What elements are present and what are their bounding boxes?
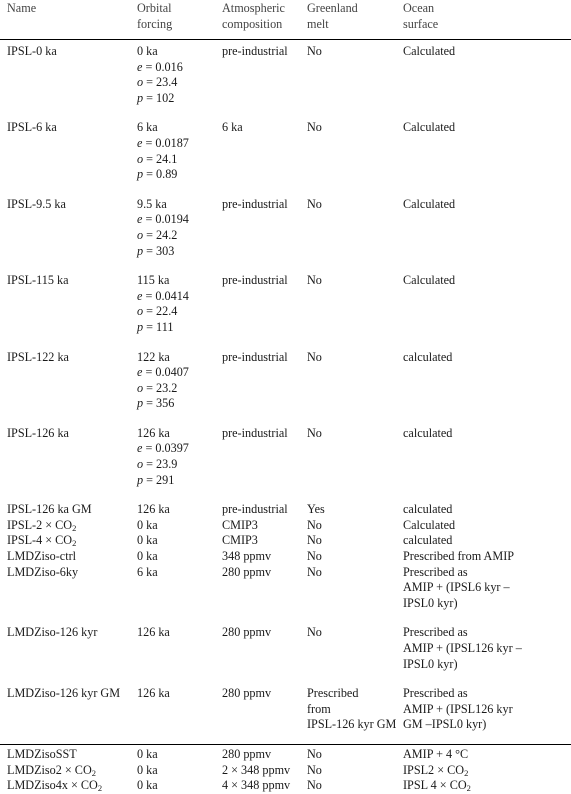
cell-ocean-surface-line: Prescribed as	[403, 686, 468, 701]
run-name: IPSL-9.5 ka	[7, 196, 66, 211]
cell-greenland-melt-line: No	[307, 44, 322, 58]
cell-atmospheric-composition-line: pre-industrial	[222, 196, 288, 211]
cell-ocean-surface-line: Prescribed as	[403, 625, 468, 640]
table-row	[0, 533, 571, 549]
cell-name	[0, 488, 137, 518]
cell-ocean-surface	[403, 259, 571, 335]
cell-name	[0, 106, 137, 182]
header-orbital-forcing: Orbital forcing	[137, 1, 173, 31]
cell-greenland-melt	[307, 733, 403, 763]
cell-greenland-melt-line: No	[307, 549, 322, 564]
cell-orbital-forcing-line: 6 ka	[137, 564, 158, 579]
table-row	[0, 778, 571, 794]
cell-orbital-forcing	[137, 533, 222, 549]
cell-orbital-forcing-line: p = 102	[137, 90, 175, 105]
cell-ocean-surface-line: Calculated	[403, 273, 456, 288]
run-name: IPSL-4 × CO	[7, 533, 73, 548]
cell-ocean-surface-line: IPSL0 kyr)	[403, 595, 458, 610]
cell-ocean-surface	[403, 40, 571, 107]
cell-atmospheric-composition	[222, 565, 307, 612]
cell-orbital-forcing-line: 126 ka	[137, 425, 170, 440]
cell-orbital-forcing-line: 0 ka	[137, 746, 158, 761]
cell-greenland-melt-line: No	[307, 778, 322, 793]
cell-name	[0, 533, 137, 549]
cell-name	[0, 565, 137, 612]
cell-atmospheric-composition	[222, 763, 307, 779]
cell-orbital-forcing-line: p = 303	[137, 243, 175, 258]
header-greenland-melt: Greenland melt	[307, 1, 358, 31]
cell-atmospheric-composition	[222, 488, 307, 518]
cell-name	[0, 549, 137, 565]
cell-atmospheric-composition-line: pre-industrial	[222, 502, 288, 517]
cell-orbital-forcing-line: o = 22.4	[137, 304, 178, 319]
cell-name	[0, 412, 137, 488]
cell-orbital-forcing	[137, 40, 222, 107]
table-row	[0, 488, 571, 518]
cell-greenland-melt-line: No	[307, 273, 322, 288]
cell-orbital-forcing-line: 0 ka	[137, 533, 158, 548]
cell-atmospheric-composition	[222, 611, 307, 672]
cell-orbital-forcing-line: o = 23.4	[137, 75, 178, 90]
cell-greenland-melt	[307, 565, 403, 612]
cell-ocean-surface-line: IPSL 4 × CO	[403, 778, 467, 793]
cell-orbital-forcing	[137, 778, 222, 794]
cell-name	[0, 336, 137, 412]
run-name: LMDZiso4x × CO	[7, 778, 98, 793]
cell-orbital-forcing	[137, 106, 222, 182]
cell-greenland-melt-line: Prescribed	[307, 686, 359, 701]
cell-greenland-melt-line: No	[307, 564, 322, 579]
cell-ocean-surface-line: Calculated	[403, 44, 456, 58]
cell-atmospheric-composition-line: pre-industrial	[222, 273, 288, 288]
cell-atmospheric-composition-line: 280 ppmv	[222, 686, 272, 701]
cell-orbital-forcing	[137, 549, 222, 565]
header-name: Name	[7, 1, 37, 15]
cell-greenland-melt-line: Yes	[307, 502, 325, 517]
cell-orbital-forcing-line: e = 0.0414	[137, 288, 189, 303]
cell-greenland-melt	[307, 488, 403, 518]
cell-greenland-melt	[307, 778, 403, 794]
cell-orbital-forcing-line: o = 23.9	[137, 457, 178, 472]
cell-atmospheric-composition-line: pre-industrial	[222, 44, 288, 58]
cell-greenland-melt-line: No	[307, 746, 322, 761]
cell-orbital-forcing-line: p = 111	[137, 319, 174, 334]
cell-ocean-surface	[403, 733, 571, 763]
cell-ocean-surface	[403, 672, 571, 733]
cell-ocean-surface-line: AMIP + (IPSL126 kyr –	[403, 641, 522, 655]
cell-atmospheric-composition	[222, 412, 307, 488]
cell-atmospheric-composition-line: 348 ppmv	[222, 549, 272, 564]
header-ocean-surface: Ocean surface	[403, 1, 439, 31]
cell-greenland-melt-line: No	[307, 762, 322, 777]
cell-greenland-melt	[307, 533, 403, 549]
table-row	[0, 672, 571, 733]
cell-ocean-surface-line: Calculated	[403, 517, 456, 532]
cell-ocean-surface-line: IPSL0 kyr)	[403, 656, 458, 671]
cell-atmospheric-composition-line: CMIP3	[222, 517, 258, 532]
cell-greenland-melt-line: No	[307, 625, 322, 640]
table-row	[0, 565, 571, 612]
cell-orbital-forcing-line: 0 ka	[137, 517, 158, 532]
cell-orbital-forcing-line: 115 ka	[137, 273, 170, 288]
cell-orbital-forcing-line: 9.5 ka	[137, 196, 167, 211]
run-name: IPSL-6 ka	[7, 120, 57, 135]
cell-ocean-surface	[403, 778, 571, 794]
cell-greenland-melt-line: No	[307, 196, 322, 211]
cell-greenland-melt-line: No	[307, 517, 322, 532]
subscript: 2	[466, 783, 471, 794]
cell-ocean-surface	[403, 518, 571, 534]
table-row	[0, 412, 571, 488]
cell-atmospheric-composition-line: CMIP3	[222, 533, 258, 548]
cell-orbital-forcing	[137, 259, 222, 335]
cell-orbital-forcing-line: o = 24.2	[137, 227, 178, 242]
cell-greenland-melt	[307, 336, 403, 412]
cell-atmospheric-composition-line: 280 ppmv	[222, 564, 272, 579]
cell-ocean-surface	[403, 611, 571, 672]
cell-orbital-forcing	[137, 183, 222, 259]
subscript: 2	[464, 767, 469, 778]
run-name: IPSL-122 ka	[7, 349, 69, 364]
cell-atmospheric-composition-line: 280 ppmv	[222, 625, 272, 640]
cell-ocean-surface-line: calculated	[403, 502, 453, 517]
cell-greenland-melt	[307, 611, 403, 672]
cell-orbital-forcing-line: 0 ka	[137, 762, 158, 777]
cell-ocean-surface-line: calculated	[403, 533, 453, 548]
subscript: 2	[91, 767, 96, 778]
table-row	[0, 106, 571, 182]
cell-orbital-forcing-line: 126 ka	[137, 502, 170, 517]
cell-name	[0, 518, 137, 534]
cell-ocean-surface-line: Prescribed from AMIP	[403, 549, 515, 564]
cell-greenland-melt-line: No	[307, 425, 322, 440]
cell-orbital-forcing	[137, 412, 222, 488]
cell-orbital-forcing-line: e = 0.0397	[137, 441, 189, 456]
cell-greenland-melt	[307, 259, 403, 335]
subscript: 2	[97, 783, 103, 794]
cell-ocean-surface-line: calculated	[403, 425, 453, 440]
cell-greenland-melt-line: No	[307, 349, 322, 364]
cell-orbital-forcing-line: e = 0.016	[137, 59, 183, 74]
cell-atmospheric-composition	[222, 533, 307, 549]
cell-greenland-melt	[307, 549, 403, 565]
cell-ocean-surface-line: AMIP + 4 °C	[403, 746, 469, 761]
cell-name	[0, 40, 137, 107]
table-row	[0, 183, 571, 259]
cell-greenland-melt	[307, 106, 403, 182]
run-name: LMDZiso2 × CO	[7, 762, 92, 777]
cell-name	[0, 259, 137, 335]
cell-ocean-surface	[403, 336, 571, 412]
cell-orbital-forcing-line: 126 ka	[137, 625, 170, 640]
cell-orbital-forcing-line: e = 0.0194	[137, 212, 189, 227]
run-name: LMDZiso-6ky	[7, 564, 79, 579]
run-name: IPSL-0 ka	[7, 44, 57, 58]
cell-ocean-surface	[403, 183, 571, 259]
cell-ocean-surface-line: Prescribed as	[403, 564, 468, 579]
cell-orbital-forcing	[137, 565, 222, 612]
run-name: IPSL-126 ka	[7, 425, 69, 440]
cell-orbital-forcing-line: 0 ka	[137, 44, 158, 58]
table-row	[0, 40, 571, 107]
table-row	[0, 259, 571, 335]
run-name: LMDZiso-ctrl	[7, 549, 77, 564]
cell-orbital-forcing-line: p = 0.89	[137, 167, 178, 182]
cell-orbital-forcing	[137, 488, 222, 518]
cell-atmospheric-composition-line: 280 ppmv	[222, 746, 272, 761]
subscript: 2	[72, 538, 77, 549]
table-row	[0, 518, 571, 534]
cell-orbital-forcing	[137, 518, 222, 534]
cell-atmospheric-composition	[222, 549, 307, 565]
cell-greenland-melt	[307, 183, 403, 259]
cell-atmospheric-composition-line: pre-industrial	[222, 349, 288, 364]
cell-orbital-forcing	[137, 611, 222, 672]
cell-atmospheric-composition	[222, 106, 307, 182]
cell-name	[0, 183, 137, 259]
cell-atmospheric-composition-line: 4 × 348 ppmv	[222, 778, 291, 793]
cell-atmospheric-composition	[222, 40, 307, 107]
run-name: IPSL-2 × CO	[7, 517, 73, 532]
cell-name	[0, 763, 137, 779]
header-atmospheric-composition: Atmospheric composition	[222, 1, 285, 31]
cell-ocean-surface-line: AMIP + (IPSL6 kyr –	[403, 580, 510, 595]
cell-atmospheric-composition	[222, 672, 307, 733]
cell-greenland-melt	[307, 518, 403, 534]
cell-name	[0, 733, 137, 763]
run-name: IPSL-115 ka	[7, 273, 69, 288]
cell-atmospheric-composition	[222, 518, 307, 534]
cell-atmospheric-composition	[222, 733, 307, 763]
cell-ocean-surface	[403, 106, 571, 182]
cell-greenland-melt	[307, 412, 403, 488]
table-row	[0, 763, 571, 779]
cell-orbital-forcing-line: o = 23.2	[137, 380, 178, 395]
cell-name	[0, 672, 137, 733]
cell-orbital-forcing-line: e = 0.0187	[137, 135, 189, 150]
cell-orbital-forcing	[137, 763, 222, 779]
cell-ocean-surface	[403, 549, 571, 565]
table-row	[0, 733, 571, 763]
cell-orbital-forcing	[137, 672, 222, 733]
cell-ocean-surface-line: Calculated	[403, 120, 456, 135]
cell-name	[0, 778, 137, 794]
run-name: LMDZiso-126 kyr	[7, 625, 98, 640]
cell-atmospheric-composition-line: 6 ka	[222, 120, 243, 135]
cell-atmospheric-composition	[222, 259, 307, 335]
cell-atmospheric-composition	[222, 336, 307, 412]
cell-ocean-surface	[403, 488, 571, 518]
cell-name	[0, 611, 137, 672]
header-row	[0, 0, 571, 40]
cell-orbital-forcing-line: 0 ka	[137, 778, 158, 793]
cell-atmospheric-composition	[222, 778, 307, 794]
cell-ocean-surface-line: Calculated	[403, 196, 456, 211]
cell-ocean-surface-line: AMIP + (IPSL126 kyr	[403, 701, 513, 716]
cell-ocean-surface	[403, 565, 571, 612]
run-name: LMDZiso-126 kyr GM	[7, 686, 121, 701]
cell-ocean-surface-line: calculated	[403, 349, 453, 364]
cell-ocean-surface	[403, 533, 571, 549]
cell-orbital-forcing-line: 0 ka	[137, 549, 158, 564]
subscript: 2	[72, 522, 77, 533]
cell-orbital-forcing	[137, 733, 222, 763]
cell-orbital-forcing-line: 126 ka	[137, 686, 170, 701]
cell-greenland-melt-line: from	[307, 701, 331, 716]
cell-orbital-forcing-line: p = 291	[137, 472, 175, 487]
cell-orbital-forcing	[137, 336, 222, 412]
cell-atmospheric-composition	[222, 183, 307, 259]
cell-ocean-surface-line: IPSL2 × CO	[403, 762, 465, 777]
cell-greenland-melt-line: IPSL-126 kyr GM	[307, 717, 397, 732]
run-name: IPSL-126 ka GM	[7, 502, 92, 517]
cell-greenland-melt	[307, 672, 403, 733]
cell-ocean-surface	[403, 763, 571, 779]
cell-orbital-forcing-line: e = 0.0407	[137, 365, 189, 380]
cell-orbital-forcing-line: 6 ka	[137, 120, 158, 135]
cell-atmospheric-composition-line: pre-industrial	[222, 425, 288, 440]
cell-ocean-surface-line: GM –IPSL0 kyr)	[403, 717, 487, 732]
cell-atmospheric-composition-line: 2 × 348 ppmv	[222, 762, 291, 777]
table-row	[0, 611, 571, 672]
table-row	[0, 549, 571, 565]
cell-greenland-melt-line: No	[307, 120, 322, 135]
table-row	[0, 336, 571, 412]
cell-orbital-forcing-line: p = 356	[137, 396, 175, 411]
cell-orbital-forcing-line: o = 24.1	[137, 151, 178, 166]
run-name: LMDZisoSST	[7, 746, 77, 761]
cell-greenland-melt	[307, 763, 403, 779]
cell-ocean-surface	[403, 412, 571, 488]
cell-greenland-melt	[307, 40, 403, 107]
cell-greenland-melt-line: No	[307, 533, 322, 548]
cell-orbital-forcing-line: 122 ka	[137, 349, 170, 364]
